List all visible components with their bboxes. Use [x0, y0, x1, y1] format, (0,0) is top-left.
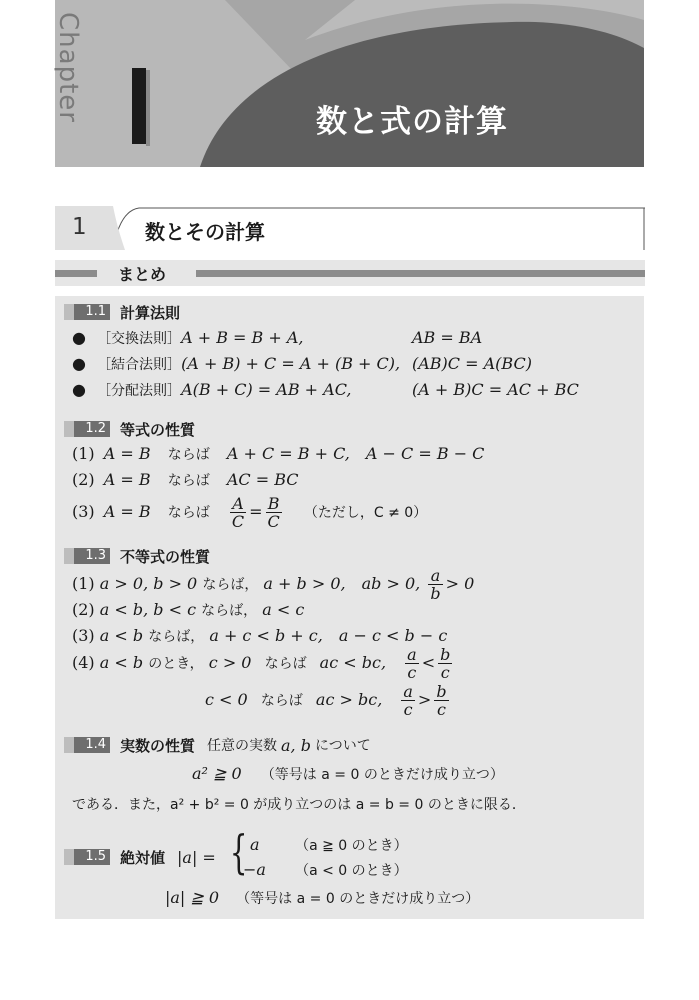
subsection-1-1-header: [64, 303, 180, 321]
law-equation: A + B = B + A,: [181, 328, 304, 347]
denominator: C: [231, 512, 245, 531]
abs-lhs: |a| =: [177, 847, 216, 867]
result: ac < bc,: [319, 653, 387, 672]
result: ac > bc,: [315, 690, 383, 709]
bullet-icon: ●: [72, 380, 86, 399]
item-number: (1): [72, 444, 95, 463]
denominator: C: [267, 512, 280, 531]
condition-c: c > 0: [208, 653, 252, 672]
subsection-badge: 1.1: [64, 304, 110, 320]
numerator: A: [230, 495, 246, 513]
equality-line-1: [72, 444, 484, 465]
subsection-badge: 1.5: [64, 849, 110, 865]
chapter-banner: [55, 0, 644, 167]
inequality: |a| ≧ 0: [165, 888, 220, 907]
law-equation-2: (A + B)C = AC + BC: [412, 380, 579, 399]
law-row: [72, 354, 400, 375]
subsection-badge: 1.4: [64, 737, 110, 753]
bullet-icon: ●: [72, 354, 86, 373]
case-condition: （a ≧ 0 のとき）: [295, 838, 408, 854]
denominator: c: [407, 663, 417, 682]
real-property-line: [192, 764, 504, 785]
condition-c: c < 0: [205, 690, 248, 709]
condition: A = B: [103, 470, 151, 489]
law-equation-2: AB = BA: [412, 328, 483, 347]
variables: a, b: [281, 735, 311, 755]
denominator: c: [440, 663, 450, 682]
result: AC = BC: [226, 470, 299, 489]
subsection-1-4-header: [64, 736, 371, 754]
inequality-line-4: [72, 645, 455, 682]
fraction: [405, 646, 419, 681]
subsection-title: 等式の性質: [120, 420, 196, 439]
intro-text-2: について: [314, 738, 371, 754]
real-property-statement: である．また，a² + b² = 0 が成り立つのは a = b = 0 のときに限る．: [72, 797, 526, 813]
item-number: (3): [72, 626, 95, 645]
law-name: ［分配法則］: [97, 383, 182, 399]
case-value: a: [250, 835, 260, 854]
case-value: −a: [243, 860, 266, 879]
case-condition: （a < 0 のとき）: [295, 863, 408, 879]
numerator: b: [440, 645, 451, 664]
result: a < c: [262, 600, 305, 619]
section-header: [55, 206, 645, 250]
fraction: [438, 646, 452, 681]
naraba: ならば: [264, 656, 307, 672]
subsection-1-2-header: [64, 420, 195, 438]
subsection-1-3-header: [64, 547, 210, 565]
naraba: ならば: [260, 693, 303, 709]
operator: <: [421, 653, 436, 672]
item-number: (2): [72, 470, 95, 489]
inequality-line-3: [72, 626, 447, 647]
chapter-title: 数と式の計算: [316, 104, 508, 140]
numerator: a: [428, 567, 442, 585]
inequality-line-1: [72, 566, 474, 603]
condition: A = B: [103, 444, 151, 463]
fraction: [428, 567, 442, 602]
note: （等号は a = 0 のときだけ成り立つ）: [260, 767, 504, 783]
result: a + c < b + c, a − c < b − c: [209, 626, 448, 645]
subsection-1-5-header: [64, 848, 216, 866]
toki: のとき，: [148, 656, 204, 672]
intro-text: 任意の実数: [207, 738, 278, 754]
law-row: [72, 380, 351, 401]
numerator: a: [403, 682, 413, 701]
case-1: [250, 835, 408, 856]
equals: =: [249, 502, 263, 521]
numerator: B: [266, 495, 282, 513]
summary-label: まとめ: [118, 265, 167, 284]
equality-line-3: [72, 494, 427, 531]
fraction: [266, 495, 282, 530]
chapter-word: Chapter: [53, 12, 83, 123]
fraction: [230, 495, 246, 530]
subsection-title: 絶対値: [120, 848, 166, 867]
subsection-title: 計算法則: [120, 303, 181, 322]
section-number: 1: [72, 214, 87, 240]
law-equation: (A + B) + C = A + (B + C),: [181, 354, 401, 373]
denominator: c: [436, 700, 446, 719]
note: （等号は a = 0 のときだけ成り立つ）: [236, 891, 480, 907]
law-equation: A(B + C) = AB + AC,: [181, 380, 352, 399]
naraba: ならば: [167, 473, 210, 489]
subsection-badge: 1.3: [64, 548, 110, 564]
numerator: b: [436, 682, 447, 701]
naraba: ならば，: [202, 577, 259, 593]
condition: A = B: [103, 502, 151, 521]
fraction: [401, 683, 415, 718]
denominator: c: [403, 700, 413, 719]
abs-property-line: [165, 888, 479, 909]
naraba: ならば，: [148, 629, 205, 645]
note: （ただし，C ≠ 0）: [303, 505, 428, 521]
law-name: ［交換法則］: [97, 331, 182, 347]
operator: >: [417, 690, 432, 709]
brace-icon: {: [229, 825, 248, 879]
numerator: a: [407, 645, 417, 664]
result: a + b > 0, ab > 0,: [263, 574, 421, 593]
condition: a < b, b < c: [99, 600, 197, 619]
inequality-line-2: [72, 600, 304, 621]
item-number: (4): [72, 653, 95, 672]
inequality: a² ≧ 0: [192, 764, 242, 783]
law-equation-2: (AB)C = A(BC): [412, 354, 532, 373]
condition: a > 0, b > 0: [99, 574, 198, 593]
case-2: [243, 860, 408, 881]
result-tail: > 0: [445, 574, 475, 593]
denominator: b: [430, 584, 441, 603]
law-row: [72, 328, 304, 349]
bullet-icon: ●: [72, 328, 86, 347]
condition: a < b: [99, 626, 144, 645]
condition: a < b: [99, 653, 144, 672]
inequality-line-5: [205, 682, 452, 719]
subsection-title: 不等式の性質: [120, 547, 211, 566]
equality-line-2: [72, 470, 299, 491]
subsection-title: 実数の性質: [120, 736, 196, 755]
naraba: ならば: [167, 505, 210, 521]
item-number: (1): [72, 574, 95, 593]
result: A + C = B + C, A − C = B − C: [226, 444, 485, 463]
section-title: 数とその計算: [145, 220, 265, 244]
item-number: (2): [72, 600, 95, 619]
naraba: ならば，: [201, 603, 258, 619]
naraba: ならば: [167, 447, 210, 463]
fraction: [434, 683, 448, 718]
law-name: ［結合法則］: [97, 357, 182, 373]
subsection-badge: 1.2: [64, 421, 110, 437]
item-number: (3): [72, 502, 95, 521]
